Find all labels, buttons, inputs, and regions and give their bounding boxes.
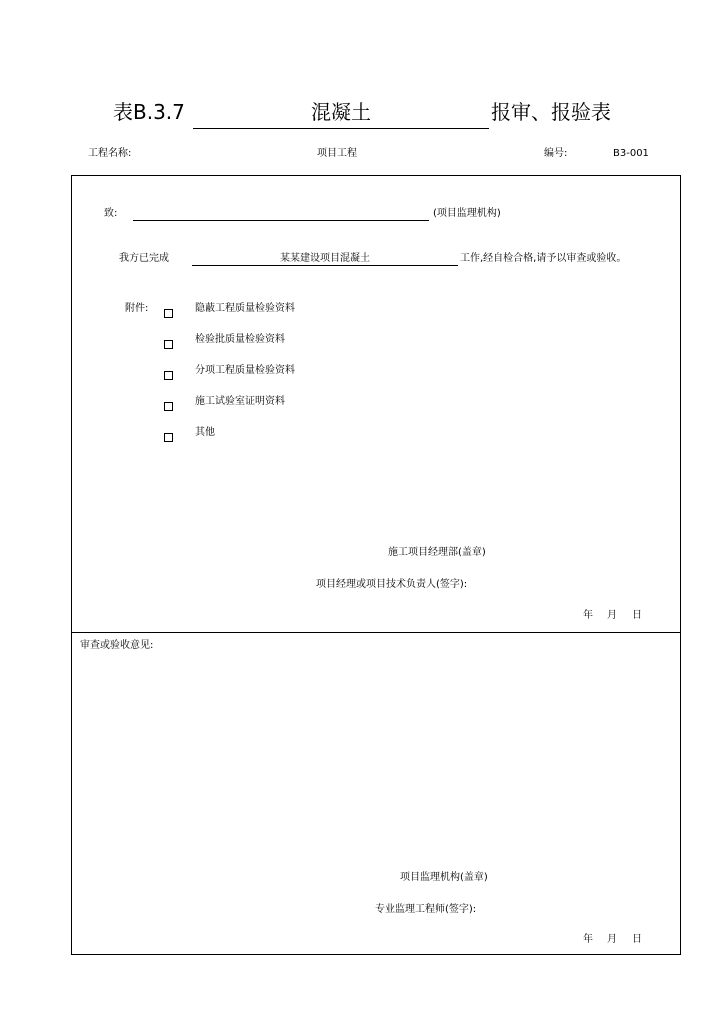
to-suffix: (项目监理机构) (433, 208, 501, 219)
to-label: 致: (104, 208, 118, 219)
project-manager-signature-label: 项目经理或项目技术负责人(签字): (316, 579, 468, 590)
attachment-label: 其他 (195, 427, 215, 438)
attachments-label: 附件: (125, 303, 149, 314)
date-day: 日 (632, 934, 642, 945)
attachment-checkbox-other[interactable] (164, 427, 173, 446)
attachment-label: 检验批质量检验资料 (195, 334, 285, 345)
section-divider (71, 632, 681, 633)
attachment-label: 施工试验室证明资料 (195, 396, 285, 407)
supervision-org-seal-label: 项目监理机构(盖章) (400, 872, 488, 883)
title-suffix: 报审、报验表 (491, 100, 611, 124)
date-month: 月 (607, 934, 617, 945)
project-name-label: 工程名称: (88, 148, 132, 159)
to-recipient-field[interactable] (133, 207, 429, 221)
attachment-checkbox-sub-item[interactable] (164, 365, 173, 384)
attachment-label: 分项工程质量检验资料 (195, 365, 295, 376)
completed-work-field[interactable]: 某某建设项目混凝土 (192, 252, 458, 266)
date-day: 日 (632, 610, 642, 621)
number-value: B3-001 (613, 148, 649, 159)
number-label: 编号: (544, 148, 568, 159)
attachment-checkbox-lab-proof[interactable] (164, 396, 173, 415)
supervising-engineer-signature-label: 专业监理工程师(签字): (375, 904, 477, 915)
attachment-checkbox-hidden-works[interactable] (164, 303, 173, 322)
title-subject: 混凝土 (193, 98, 489, 129)
completed-prefix: 我方已完成 (119, 253, 169, 264)
project-name-value: 项目工程 (317, 148, 357, 159)
review-opinion-area[interactable] (80, 660, 670, 860)
date-year: 年 (583, 934, 593, 945)
completed-suffix: 工作,经自检合格,请予以审查或验收。 (460, 253, 627, 264)
attachment-label: 隐蔽工程质量检验资料 (195, 303, 295, 314)
date-month: 月 (607, 610, 617, 621)
attachment-checkbox-inspection-lot[interactable] (164, 334, 173, 353)
contractor-dept-seal-label: 施工项目经理部(盖章) (388, 547, 486, 558)
date-year: 年 (583, 610, 593, 621)
title-prefix: 表B.3.7 (113, 100, 185, 124)
review-opinion-label: 审查或验收意见: (80, 640, 154, 651)
